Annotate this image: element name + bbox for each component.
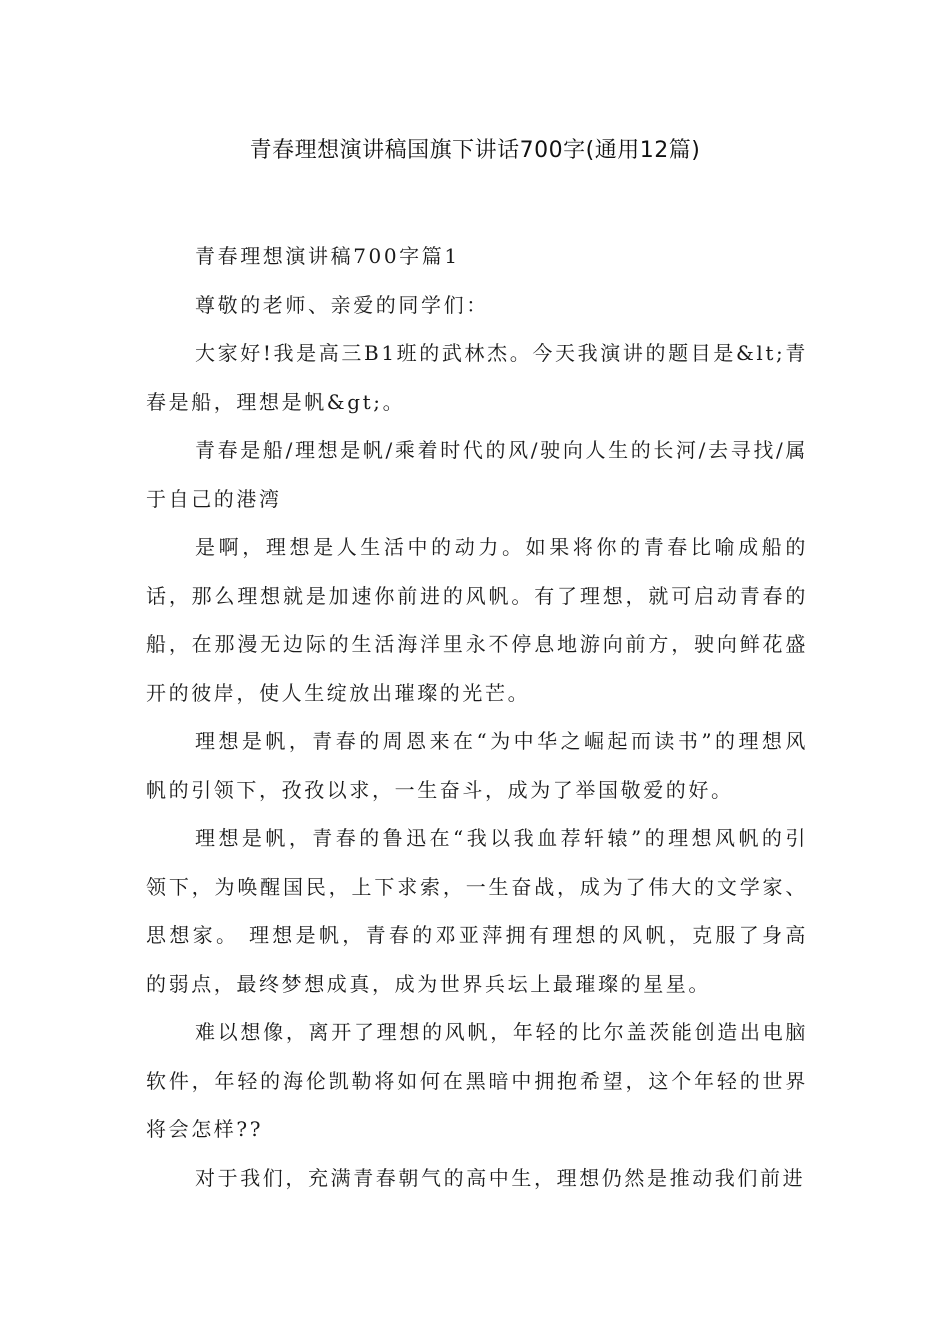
section-heading: 青春理想演讲稿700字篇1 [195, 244, 460, 268]
document-body [146, 232, 808, 1202]
paragraph: 难以想像，离开了理想的风帆，年轻的比尔盖茨能创造出电脑软件，年轻的海伦凯勒将如何在黑暗中拥抱希望，这个年轻的世界将会怎样?? [146, 1020, 808, 1141]
salutation: 尊敬的老师、亲爱的同学们： [195, 292, 489, 317]
paragraph: 是啊，理想是人生活中的动力。如果将你的青春比喻成船的话，那么理想就是加速你前进的风帆。有了理想，就可启动青春的船，在那漫无边际的生活海洋里永不停息地游向前方，驶向鲜花盛开的彼岸，使人生绽放出璀璨的光芒。 [146, 535, 808, 705]
paragraph: 理想是帆，青春的周恩来在“为中华之崛起而读书”的理想风帆的引领下，孜孜以求，一生奋斗，成为了举国敬爱的好。 [146, 729, 808, 802]
paragraph: 对于我们，充满青春朝气的高中生，理想仍然是推动我们前进 [195, 1165, 806, 1190]
paragraph: 理想是帆，青春的鲁迅在“我以我血荐轩辕”的理想风帆的引领下，为唤醒国民，上下求索，一生奋战，成为了伟大的文学家、思想家。 理想是帆，青春的邓亚萍拥有理想的风帆，克服了身高的弱点，最终梦想成真，成为世界兵坛上最璀璨的星星。 [146, 826, 808, 996]
paragraph: 青春是船/理想是帆/乘着时代的风/驶向人生的长河/去寻找/属于自己的港湾 [146, 438, 808, 511]
document-title: 青春理想演讲稿国旗下讲话700字(通用12篇) [249, 138, 701, 163]
paragraph: 大家好!我是高三B1班的武林杰。今天我演讲的题目是&lt;青春是船，理想是帆&gt;。 [146, 341, 808, 414]
